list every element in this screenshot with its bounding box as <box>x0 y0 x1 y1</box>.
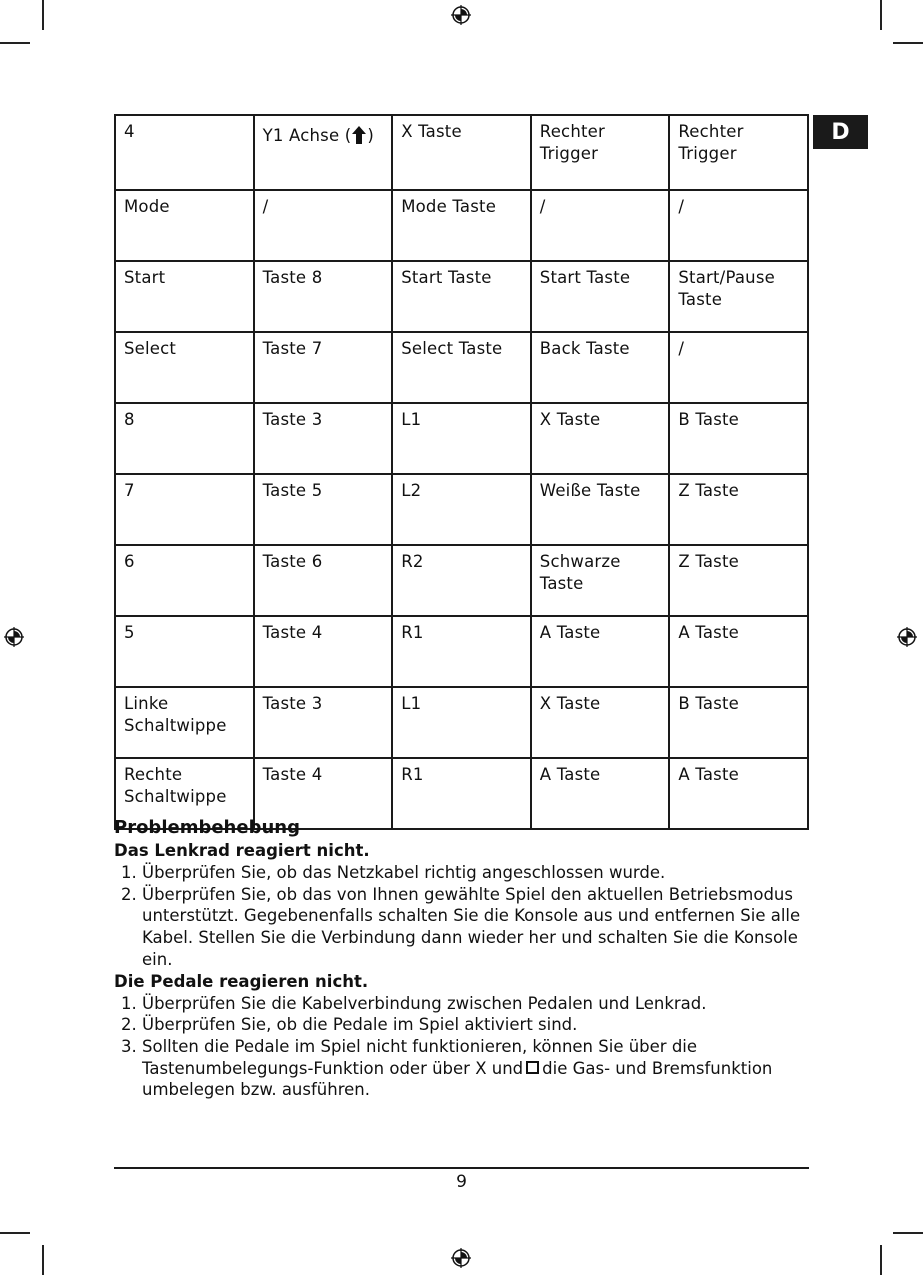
table-cell: Weiße Taste <box>531 474 670 545</box>
crop-mark <box>0 1232 30 1234</box>
crop-mark <box>880 1245 882 1275</box>
registration-mark-icon <box>451 1248 471 1268</box>
table-cell: R1 <box>392 758 531 829</box>
table-cell: 8 <box>115 403 254 474</box>
table-cell: Start Taste <box>392 261 531 332</box>
table-cell: Select <box>115 332 254 403</box>
table-cell: B Taste <box>669 403 808 474</box>
table-cell: Mode Taste <box>392 190 531 261</box>
table-row <box>115 190 808 261</box>
table-row <box>115 687 808 758</box>
footer-divider <box>114 1167 809 1169</box>
table-cell: Rechter Trigger <box>669 115 808 190</box>
table-cell: / <box>669 332 808 403</box>
list-item: 1. Überprüfen Sie, ob das Netzkabel richtig angeschlossen wurde. <box>142 862 814 884</box>
table-cell: X Taste <box>531 687 670 758</box>
registration-mark-icon <box>451 5 471 25</box>
table-cell: Z Taste <box>669 474 808 545</box>
table-cell: Taste 4 <box>254 616 393 687</box>
table-row <box>115 261 808 332</box>
table-cell: / <box>669 190 808 261</box>
crop-mark <box>893 42 923 44</box>
square-button-icon <box>526 1061 539 1074</box>
table-cell: Taste 6 <box>254 545 393 616</box>
list-item-text: Sollten die Pedale im Spiel nicht funktionieren, können Sie über die Tastenumbelegungs-Funktion oder über X und <box>142 1036 698 1078</box>
table-cell: L1 <box>392 687 531 758</box>
table-cell: Taste 8 <box>254 261 393 332</box>
y1-axis-suffix: ) <box>367 126 375 145</box>
table-cell: Taste 5 <box>254 474 393 545</box>
table-cell: Start/Pause Taste <box>669 261 808 332</box>
crop-mark <box>893 1232 923 1234</box>
table-row <box>115 332 808 403</box>
table-cell: Start Taste <box>531 261 670 332</box>
table-cell: 7 <box>115 474 254 545</box>
arrow-up-icon <box>351 125 367 145</box>
list-item: 1. Überprüfen Sie die Kabelverbindung zwischen Pedalen und Lenkrad. <box>142 993 814 1015</box>
section-title: Problembehebung <box>114 817 300 838</box>
table-cell: A Taste <box>669 758 808 829</box>
steps-list <box>114 862 814 971</box>
table-cell: / <box>531 190 670 261</box>
crop-mark <box>880 0 882 30</box>
steps-list <box>114 993 814 1102</box>
table-cell: 5 <box>115 616 254 687</box>
table-cell: L1 <box>392 403 531 474</box>
table-cell: A Taste <box>531 758 670 829</box>
table-cell: A Taste <box>531 616 670 687</box>
crop-mark <box>42 1245 44 1275</box>
language-tab: D <box>813 115 868 149</box>
table-cell: Taste 3 <box>254 687 393 758</box>
table-cell: L2 <box>392 474 531 545</box>
table-cell: Start <box>115 261 254 332</box>
table-cell: Rechte Schaltwippe <box>115 758 254 829</box>
table-cell: B Taste <box>669 687 808 758</box>
problem-heading: Das Lenkrad reagiert nicht. <box>114 841 370 860</box>
page-number: 9 <box>456 1172 467 1192</box>
table-cell: Rechter Trigger <box>531 115 670 190</box>
table-row <box>115 474 808 545</box>
list-item <box>142 1036 814 1101</box>
table-cell: A Taste <box>669 616 808 687</box>
button-mapping-table <box>114 114 809 830</box>
table-cell: Z Taste <box>669 545 808 616</box>
table-cell: Taste 3 <box>254 403 393 474</box>
table-cell: Select Taste <box>392 332 531 403</box>
y1-axis-label: Y1 Achse ( <box>262 126 352 145</box>
table-cell: / <box>254 190 393 261</box>
crop-mark <box>0 42 30 44</box>
table-cell: R1 <box>392 616 531 687</box>
table-cell <box>254 115 393 190</box>
list-item: 2. Überprüfen Sie, ob die Pedale im Spiel aktiviert sind. <box>142 1014 814 1036</box>
table-row <box>115 545 808 616</box>
table-cell: Linke Schaltwippe <box>115 687 254 758</box>
table-cell: 6 <box>115 545 254 616</box>
crop-mark <box>42 0 44 30</box>
table-cell: Back Taste <box>531 332 670 403</box>
table-cell: Taste 7 <box>254 332 393 403</box>
table-cell: R2 <box>392 545 531 616</box>
table-cell: X Taste <box>531 403 670 474</box>
registration-mark-icon <box>4 627 24 647</box>
table-cell: Mode <box>115 190 254 261</box>
table-cell: X Taste <box>392 115 531 190</box>
troubleshooting-section <box>114 816 814 1101</box>
registration-mark-icon <box>897 627 917 647</box>
table-cell: 4 <box>115 115 254 190</box>
list-item-text: die Gas- und Bremsfunktion umbelegen bzw. ausführen. <box>142 1058 773 1100</box>
table-row <box>115 115 808 190</box>
problem-heading: Die Pedale reagieren nicht. <box>114 971 369 991</box>
list-item: 2. Überprüfen Sie, ob das von Ihnen gewählte Spiel den aktuellen Betriebsmodus unterstützt. Gegebenenfalls schalten Sie die Konsole aus und entfernen Sie alle Kabel. Stellen Sie die Verbindung dann wieder her und schalten Sie die Konsole ein. <box>142 884 814 971</box>
table-cell: Schwarze Taste <box>531 545 670 616</box>
table-cell: Taste 4 <box>254 758 393 829</box>
table-row <box>115 616 808 687</box>
table-row <box>115 403 808 474</box>
